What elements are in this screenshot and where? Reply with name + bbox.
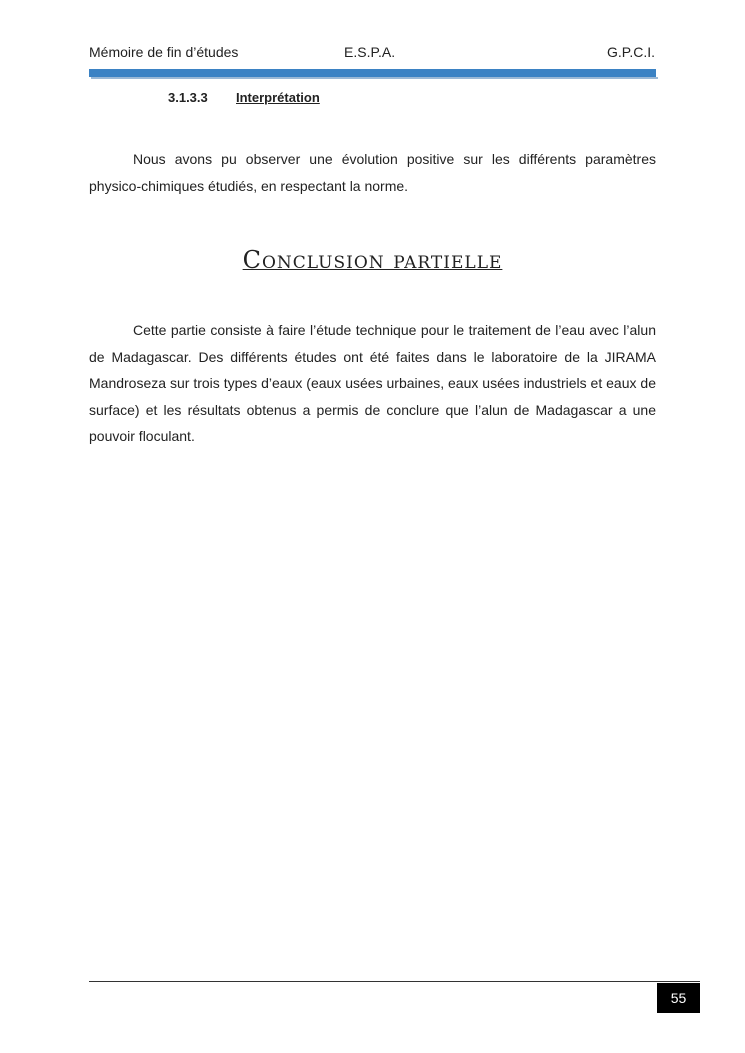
conclusion-heading (0, 246, 745, 274)
section-title: Interprétation (236, 90, 320, 105)
header-bar (89, 69, 656, 77)
conclusion-paragraph: Cette partie consiste à faire l’étude technique pour le traitement de l’eau avec l’alun de Madagascar. Des différents études ont été faites dans le laboratoire de la JIRAMA Mandroseza sur trois types d’eaux (eaux usées urbaines, eaux usées industriels et eaux de surface) et les résultats obtenus a permis de conclure que l’alun de Madagascar a une pouvoir floculant. (89, 322, 656, 444)
conclusion-heading-text: Conclusion partielle (242, 246, 503, 274)
section-number: 3.1.3.3 (168, 90, 208, 105)
header-left-text: Mémoire de fin d’études (89, 44, 239, 60)
interpretation-paragraph: Nous avons pu observer une évolution positive sur les différents paramètres physico-chimiques étudiés, en respectant la norme. (89, 151, 656, 194)
header-right-text: G.P.C.I. (607, 44, 655, 60)
header-center-text: E.S.P.A. (344, 44, 396, 60)
page-number: 55 (657, 983, 700, 1013)
footer-rule (89, 981, 700, 982)
header-bar-shadow (91, 77, 658, 79)
